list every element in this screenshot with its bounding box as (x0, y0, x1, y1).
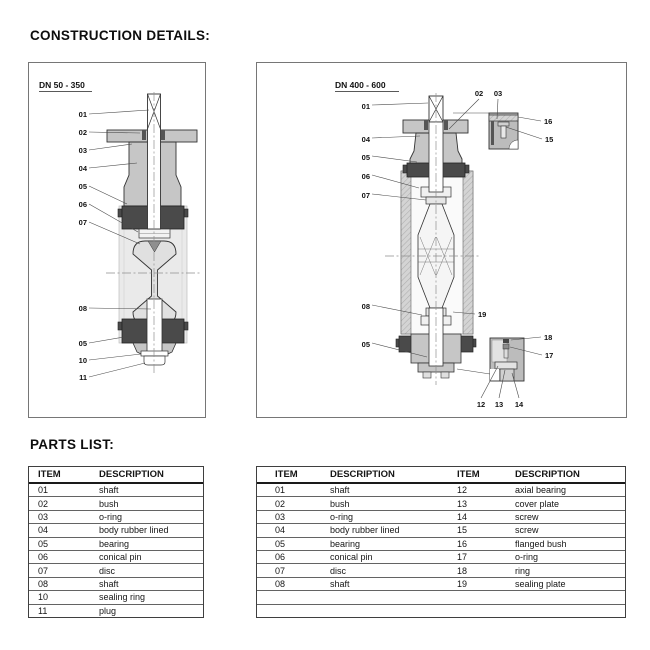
callout-08: 08 (361, 302, 370, 311)
parts-list-title: PARTS LIST: (30, 437, 115, 452)
callout-12: 12 (476, 400, 486, 409)
item-cell: 18 (440, 564, 497, 577)
diagram-box-dn400-600 (256, 62, 627, 418)
item-cell: 14 (440, 510, 497, 523)
item-cell: 04 (29, 524, 90, 537)
callout-03: 03 (493, 89, 503, 98)
table-row (29, 550, 203, 563)
description-cell: conical pin (90, 550, 203, 563)
bush-mark (424, 120, 428, 130)
table-row (29, 524, 203, 537)
table-row (29, 537, 203, 550)
table-row (257, 497, 625, 510)
valve-section-dn400-600 (257, 63, 626, 417)
item-cell: 11 (38, 605, 48, 616)
description-cell: bearing (90, 537, 203, 550)
table-row (29, 577, 203, 590)
description-cell: sealing ring (90, 591, 203, 604)
table-row (257, 537, 625, 550)
table-header-row (257, 467, 625, 483)
table-row (257, 591, 625, 604)
table-row (257, 577, 625, 590)
description-cell: flanged bush (497, 537, 625, 550)
column-header: DESCRIPTION (90, 467, 203, 483)
callout-01: 01 (78, 110, 87, 119)
item-cell: 15 (440, 524, 497, 537)
description-cell: axial bearing (497, 483, 625, 497)
item-cell: 05 (29, 537, 90, 550)
description-cell: o-ring (90, 510, 203, 523)
diagram-box-dn50-350 (28, 62, 206, 418)
valve-section-dn50-350 (29, 63, 205, 417)
body-wall-right (463, 171, 473, 334)
item-cell: 08 (257, 577, 312, 590)
item-cell: 08 (29, 577, 90, 590)
item-cell: 04 (257, 524, 312, 537)
dn-range-label: DN 50 - 350 (39, 80, 85, 90)
table-row (29, 591, 203, 604)
callout-06: 06 (361, 172, 370, 181)
callout-05b: 05 (361, 340, 370, 349)
callout-06: 06 (78, 200, 87, 209)
table-row (257, 483, 625, 497)
column-header: ITEM (440, 467, 497, 483)
callout-02: 02 (474, 89, 484, 98)
callout-15: 15 (545, 135, 554, 144)
item-cell (257, 591, 312, 604)
table-row (29, 604, 203, 617)
column-header: ITEM (29, 467, 90, 483)
item-cell (257, 604, 312, 617)
table-row (29, 483, 203, 497)
callout-17: 17 (545, 351, 554, 360)
sealing-ring (141, 351, 168, 356)
bush-mark (444, 120, 448, 130)
item-cell: 02 (257, 497, 312, 510)
bush-mark (142, 130, 146, 140)
foot (423, 372, 431, 378)
callout-19: 19 (478, 310, 487, 319)
item-cell (440, 604, 497, 617)
body-wall-left (401, 171, 411, 334)
item-cell: 07 (29, 564, 90, 577)
description-cell: body rubber lined (312, 524, 440, 537)
callout-01: 01 (361, 102, 370, 111)
table-row (257, 510, 625, 523)
callout-05b: 05 (78, 339, 87, 348)
description-cell: plug (99, 605, 117, 616)
foot (441, 372, 449, 378)
callout-02: 02 (78, 128, 87, 137)
item-cell: 16 (440, 537, 497, 550)
description-cell: bush (312, 497, 440, 510)
description-cell: shaft (90, 483, 203, 497)
description-cell (312, 591, 440, 604)
callout-07: 07 (78, 218, 87, 227)
table-row (257, 604, 625, 617)
bottom-bearing-right (461, 336, 473, 352)
item-cell: 01 (257, 483, 312, 497)
construction-details-title: CONSTRUCTION DETAILS: (30, 28, 211, 43)
bottom-shaft (147, 299, 162, 352)
callout-14: 14 (514, 400, 524, 409)
table-header-row (29, 467, 203, 483)
description-cell: o-ring (312, 510, 440, 523)
callout-07: 07 (361, 191, 370, 200)
callout-16: 16 (544, 117, 553, 126)
table-row (257, 524, 625, 537)
description-cell (497, 591, 625, 604)
table-row (29, 564, 203, 577)
item-cell: 10 (29, 591, 90, 604)
callout-18: 18 (544, 333, 553, 342)
item-cell: 19 (440, 577, 497, 590)
description-cell: shaft (90, 577, 203, 590)
item-cell: 12 (440, 483, 497, 497)
plug (144, 356, 165, 365)
table-row (257, 564, 625, 577)
description-cell: disc (90, 564, 203, 577)
description-cell: o-ring (497, 550, 625, 563)
item-cell: 03 (29, 510, 90, 523)
description-cell: bush (90, 497, 203, 510)
callout-03: 03 (78, 146, 87, 155)
item-cell: 06 (29, 550, 90, 563)
item-cell: 02 (29, 497, 90, 510)
callout-10: 10 (78, 356, 87, 365)
description-cell: body rubber lined (90, 524, 203, 537)
description-cell: bearing (312, 537, 440, 550)
description-cell: shaft (312, 483, 440, 497)
item-cell (440, 591, 497, 604)
description-cell: disc (312, 564, 440, 577)
description-cell: sealing plate (497, 577, 625, 590)
column-header: DESCRIPTION (312, 467, 440, 483)
table-row (29, 497, 203, 510)
item-cell: 01 (29, 483, 90, 497)
item-cell: 07 (257, 564, 312, 577)
callout-13: 13 (494, 400, 504, 409)
description-cell (312, 604, 440, 617)
item-cell: 03 (257, 510, 312, 523)
callout-04: 04 (361, 135, 370, 144)
column-header: DESCRIPTION (497, 467, 625, 483)
callout-04: 04 (78, 164, 87, 173)
table-row (29, 510, 203, 523)
description-cell: ring (497, 564, 625, 577)
description-cell: conical pin (312, 550, 440, 563)
item-cell: 13 (440, 497, 497, 510)
description-cell: screw (497, 524, 625, 537)
description-cell: cover plate (497, 497, 625, 510)
column-header: ITEM (257, 467, 312, 483)
callout-08: 08 (78, 304, 87, 313)
description-cell: shaft (312, 577, 440, 590)
callout-05: 05 (361, 153, 370, 162)
callout-11: 11 (79, 373, 87, 382)
table-row (257, 550, 625, 563)
item-cell: 17 (440, 550, 497, 563)
item-cell: 05 (257, 537, 312, 550)
parts-table-dn50-350 (28, 466, 204, 618)
description-cell: screw (497, 510, 625, 523)
callout-05: 05 (78, 182, 87, 191)
bush-mark (161, 130, 165, 140)
item-cell: 06 (257, 550, 312, 563)
description-cell (497, 604, 625, 617)
dn-range-label: DN 400 - 600 (335, 80, 386, 90)
bottom-bearing-left (399, 336, 411, 352)
parts-table-dn400-600 (256, 466, 626, 618)
